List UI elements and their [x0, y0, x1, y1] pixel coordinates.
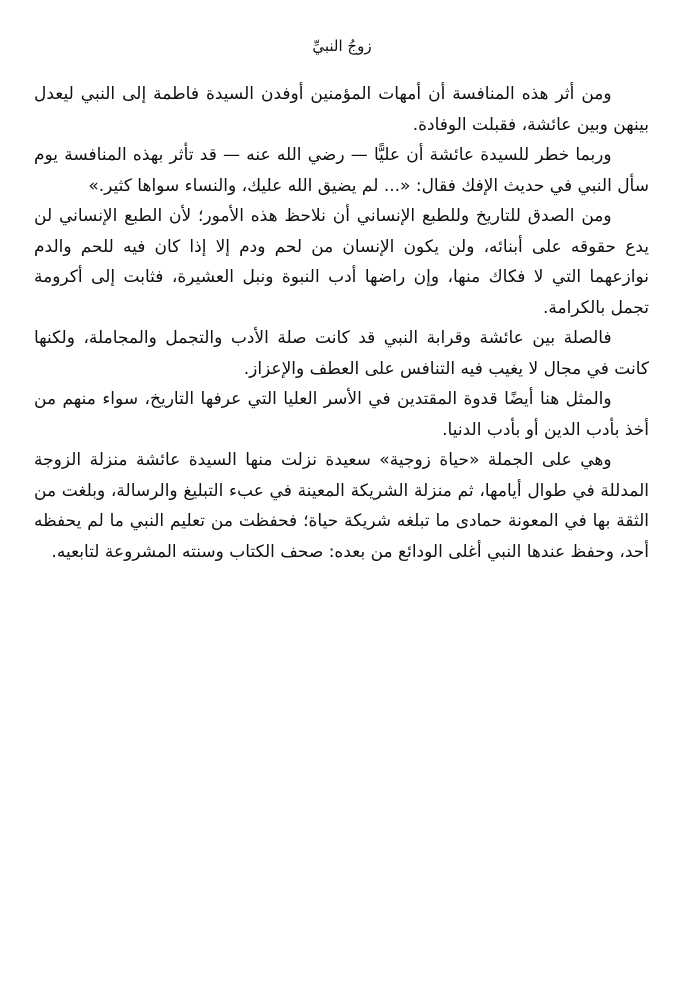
paragraph: ومن الصدق للتاريخ وللطبع الإنساني أن نلاحظ هذه الأمور؛ لأن الطبع الإنساني لن يدع حقوقه على أبنائه، ولن يكون الإنسان من لحم ودم إلا إذا كان فيه للحم والدم نوازعهما التي لا فكاك منها، وإن راضها أدب النبوة ونبل العشيرة، فثابت إلى أكرومة تجمل بالكرامة. — [34, 206, 649, 318]
paragraph: وربما خطر للسيدة عائشة أن عليًّا — رضي الله عنه — قد تأثر بهذه المنافسة يوم سأل النبي في حديث الإفك فقال: «... لم يضيق الله عليك، والنساء سواها كثير.» — [34, 145, 649, 196]
paragraph: فالصلة بين عائشة وقرابة النبي قد كانت صلة الأدب والتجمل والمجاملة، ولكنها كانت في مجال لا يغيب فيه التنافس على العطف والإعزاز. — [34, 328, 649, 379]
paragraph: والمثل هنا أيضًا قدوة المقتدين في الأسر العليا التي عرفها التاريخ، سواء منهم من أخذ بأدب الدين أو بأدب الدنيا. — [34, 389, 649, 440]
paragraph: وهي على الجملة «حياة زوجية» سعيدة نزلت منها السيدة عائشة منزلة الزوجة المدللة في طوال أيامها، ثم منزلة الشريكة المعينة في عبء التبليغ والرسالة، وبلغت من الثقة بها في المعونة حمادى ما تبلغه شريكة حياة؛ فحفظت من تعليم النبي ما لم يحفظه أحد، وحفظ عندها النبي أغلى الودائع من بعده: صحف الكتاب وسنته المشروعة لتابعيه. — [34, 450, 649, 562]
body-text — [34, 79, 649, 567]
paragraph: ومن أثر هذه المنافسة أن أمهات المؤمنين أوفدن السيدة فاطمة إلى النبي ليعدل بينهن وبين عائشة، فقبلت الوفادة. — [34, 84, 649, 135]
running-header: زوجُ النبيِّ — [312, 37, 372, 55]
